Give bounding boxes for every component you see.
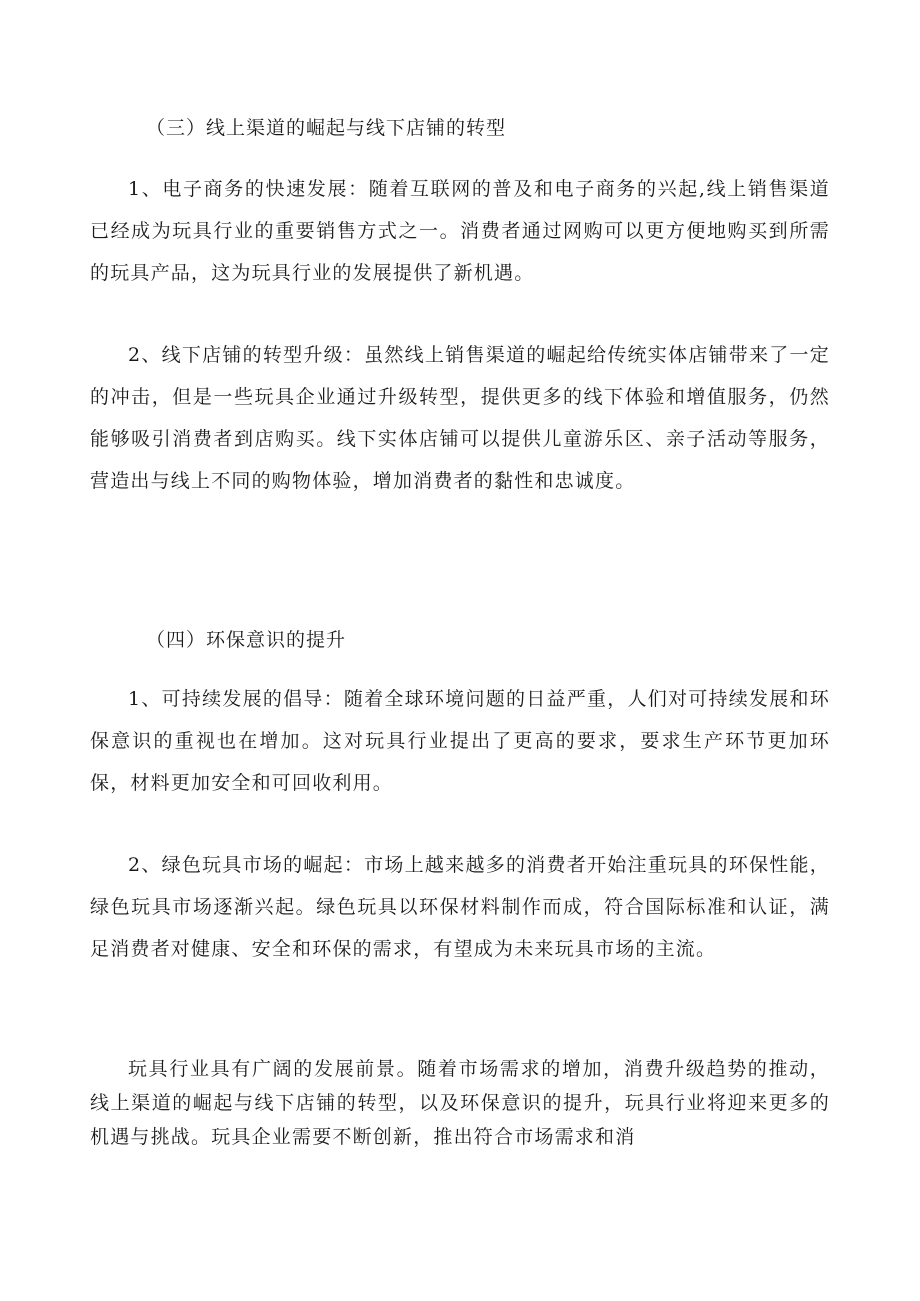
section-3-item-2: 2、线下店铺的转型升级：虽然线上销售渠道的崛起给传统实体店铺带来了一定的冲击，但是一些玩具企业通过升级转型，提供更多的线下体验和增值服务，仍然能够吸引消费者到店购买。线下实体店铺可以提供儿童游乐区、亲子活动等服务，营造出与线上不同的购物体验，增加消费者的黏性和忠诚度。 bbox=[90, 344, 830, 492]
section-4-item-2: 2、绿色玩具市场的崛起：市场上越来越多的消费者开始注重玩具的环保性能，绿色玩具市场逐渐兴起。绿色玩具以环保材料制作而成，符合国际标准和认证，满足消费者对健康、安全和环保的需求，有望成为未来玩具市场的主流。 bbox=[90, 854, 830, 960]
section-3-heading: （三）线上渠道的崛起与线下店铺的转型 bbox=[146, 117, 507, 139]
section-3-item-1: 1、电子商务的快速发展：随着互联网的普及和电子商务的兴起,线上销售渠道已经成为玩具行业的重要销售方式之一。消费者通过网购可以更方便地购买到所需的玩具产品，这为玩具行业的发展提供了新机遇。 bbox=[90, 178, 830, 284]
section-4-item-1: 1、可持续发展的倡导：随着全球环境问题的日益严重，人们对可持续发展和环保意识的重视也在增加。这对玩具行业提出了更高的要求，要求生产环节更加环保，材料更加安全和可回收利用。 bbox=[90, 688, 830, 794]
conclusion-paragraph: 玩具行业具有广阔的发展前景。随着市场需求的增加，消费升级趋势的推动，线上渠道的崛起与线下店铺的转型，以及环保意识的提升，玩具行业将迎来更多的机遇与挑战。玩具企业需要不断创新，推出符合市场需求和消 bbox=[90, 1058, 830, 1148]
section-4-heading: （四）环保意识的提升 bbox=[146, 629, 347, 651]
